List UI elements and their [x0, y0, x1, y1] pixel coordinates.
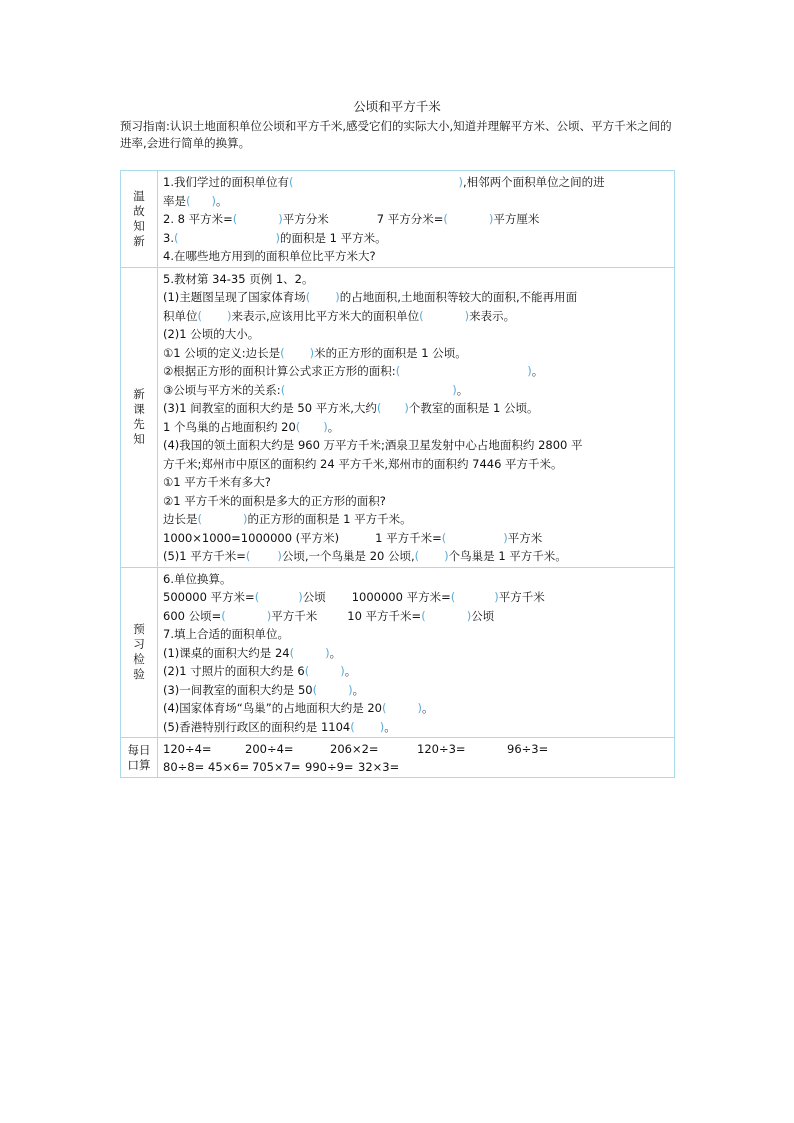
worksheet-table [120, 170, 675, 778]
section-review-content [158, 171, 675, 268]
q1-line2 [163, 192, 670, 211]
section-new-content [158, 267, 675, 567]
section-preview-check [121, 567, 675, 738]
p3-text3: 1 个鸟巢的占地面积约 20 [163, 419, 296, 434]
answer-blank[interactable] [290, 644, 330, 663]
math-problem: 45×6= [208, 760, 250, 774]
d3-text2: 的正方形的面积是 1 平方千米。 [247, 512, 412, 526]
f5-line [163, 718, 670, 737]
answer-blank[interactable] [198, 510, 248, 529]
f2-line [163, 662, 670, 681]
answer-blank[interactable] [419, 307, 469, 326]
u1-text: 500000 平方米= [163, 590, 255, 604]
math-problem: 990÷9= [305, 760, 354, 774]
c1-text2: 米的正方形的面积是 1 公顷。 [314, 345, 467, 360]
u1-unit2: 平方千米 [498, 590, 545, 604]
math-problem: 120÷3= [417, 742, 466, 756]
label-text: 每日 [127, 742, 151, 757]
c2-text2: 。 [531, 364, 544, 378]
c2-line [163, 362, 670, 381]
math-problem: 96÷3= [507, 742, 549, 756]
f5-text: (5)香港特别行政区的面积约是 1104 [163, 719, 351, 734]
preview-guide: 预习指南:认识土地面积单位公顷和平方千米,感受它们的实际大小,知道并理解平方米、公顷、平方千米之间的进率,会进行简单的换算。 [120, 119, 672, 150]
answer-blank[interactable] [377, 399, 409, 418]
q7-line: 7.填上合适的面积单位。 [163, 627, 289, 641]
f2-text: (2)1 寸照片的面积大约是 6 [163, 664, 305, 678]
section-check-content [158, 567, 675, 738]
q6-line: 6.单位换算。 [163, 571, 232, 586]
answer-blank[interactable] [442, 529, 508, 548]
answer-blank[interactable] [289, 173, 463, 192]
answer-blank[interactable] [421, 607, 471, 626]
answer-blank[interactable] [415, 547, 449, 566]
p3-text: (3)1 间教室的面积大约是 50 平方米,大约 [163, 401, 377, 415]
p2-line: (2)1 公顷的大小。 [163, 327, 260, 341]
u2-text2: 10 平方千米= [347, 608, 422, 623]
p1-text: (1)主题图呈现了国家体育场 [163, 290, 306, 304]
p1-line2 [163, 307, 670, 326]
answer-blank[interactable] [382, 699, 422, 718]
p1-text3: 积单位 [163, 308, 198, 323]
answer-blank[interactable] [296, 418, 328, 437]
answer-blank[interactable] [396, 362, 532, 381]
f4-text2: 。 [422, 701, 434, 715]
label-char: 知 [133, 432, 145, 446]
f3-text2: 。 [352, 682, 365, 697]
q1-text4: 。 [216, 193, 228, 208]
f1-line [163, 644, 670, 663]
p5-text3: 个鸟巢是 1 平方千米。 [448, 549, 567, 563]
q4-line: 4.在哪些地方用到的面积单位比平方米大? [163, 249, 376, 263]
q2-line [163, 210, 670, 229]
answer-blank[interactable] [443, 210, 493, 229]
f4-line [163, 699, 670, 718]
q3-text: 3. [163, 230, 174, 245]
label-char: 验 [133, 667, 145, 682]
u1-unit: 公顷 [302, 590, 326, 604]
label-char: 检 [133, 652, 145, 667]
answer-blank[interactable] [198, 307, 232, 326]
u1-text2: 1000000 平方米= [351, 590, 451, 604]
answer-blank[interactable] [174, 229, 280, 248]
q2-unit2: 平方厘米 [493, 212, 540, 226]
p3-line1 [163, 399, 670, 418]
answer-blank[interactable] [281, 381, 457, 400]
f5-text2: 。 [384, 719, 396, 734]
f2-text2: 。 [344, 664, 357, 678]
p4-line1: (4)我国的领土面积大约是 960 万平方千米;酒泉卫星发射中心占地面积约 2800 平 [163, 438, 583, 452]
answer-blank[interactable] [246, 547, 282, 566]
d1-line: ①1 平方千米有多大? [163, 475, 271, 489]
section-new-lesson [121, 267, 675, 567]
u2-unit: 平方千米 [271, 608, 318, 623]
label-text: 口算 [127, 757, 151, 772]
math-problem: 206×2= [330, 742, 379, 756]
q1-text: 1.我们学过的面积单位有 [163, 175, 289, 189]
math-problem: 200÷4= [245, 742, 294, 756]
d4-line [163, 529, 670, 548]
math-problem: 32×3= [358, 760, 400, 774]
section-daily-math [121, 738, 675, 778]
p3-line2 [163, 418, 670, 437]
label-char: 预 [133, 622, 145, 637]
section-review [121, 171, 675, 268]
p4-line2: 方千米;郑州市中原区的面积约 24 平方千米,郑州市的面积约 7446 平方千米。 [163, 456, 563, 471]
label-char: 知 [133, 218, 145, 233]
daily-math-content [158, 738, 675, 778]
answer-blank[interactable] [233, 210, 283, 229]
f1-text: (1)课桌的面积大约是 24 [163, 645, 290, 660]
label-char: 温 [133, 188, 145, 203]
section-label-review [121, 171, 158, 268]
math-problem: 705×7= [252, 760, 301, 774]
answer-blank[interactable] [255, 588, 303, 607]
math-problem: 80÷8= [163, 760, 205, 774]
daily-row-1 [163, 740, 670, 758]
d3-text: 边长是 [163, 512, 198, 526]
c3-text2: 。 [456, 382, 469, 397]
p1-text4: 来表示,应该用比平方米大的面积单位 [231, 308, 420, 323]
label-char: 习 [133, 637, 145, 652]
math-problem: 120÷4= [163, 742, 212, 756]
section-label-new [121, 267, 158, 567]
daily-row-2 [163, 758, 670, 776]
f3-text: (3)一间教室的面积大约是 50 [163, 682, 313, 697]
f4-text: (4)国家体育场“鸟巢”的占地面积大约是 20 [163, 701, 382, 715]
f3-line [163, 681, 670, 700]
answer-blank[interactable] [221, 607, 271, 626]
q3-text2: 的面积是 1 平方米。 [279, 230, 387, 245]
p3-text2: 个教室的面积是 1 公顷。 [408, 401, 539, 415]
u1-line [163, 588, 670, 607]
q2-text: 2. 8 平方米= [163, 212, 233, 226]
label-char: 课 [133, 402, 145, 416]
u2-text: 600 公顷= [163, 608, 222, 623]
answer-blank[interactable] [305, 662, 345, 681]
d4-text: 1000×1000=1000000 (平方米) [163, 530, 340, 545]
label-char: 先 [133, 417, 145, 431]
c1-text: ①1 公顷的定义:边长是 [163, 345, 281, 360]
p5-line [163, 547, 670, 566]
section-label-daily [121, 738, 158, 778]
d4-text2: 1 平方千米= [375, 530, 442, 545]
q5-line: 5.教材第 34-35 页例 1、2。 [163, 271, 314, 286]
answer-blank[interactable] [306, 288, 340, 307]
u2-line [163, 607, 670, 626]
q1-text3: 率是 [163, 193, 186, 208]
page-title: 公顷和平方千米 [353, 99, 441, 114]
c3-line [163, 381, 670, 400]
d3-line [163, 510, 670, 529]
p1-line1 [163, 288, 670, 307]
label-char: 新 [133, 233, 145, 248]
p5-text2: 公顷,一个鸟巢是 20 公顷, [281, 549, 415, 563]
q3-line [163, 229, 670, 248]
p1-text2: 的占地面积,土地面积等较大的面积,不能再用面 [339, 290, 578, 304]
answer-blank[interactable] [350, 718, 384, 737]
answer-blank[interactable] [313, 681, 353, 700]
p5-text: (5)1 平方千米= [163, 549, 246, 563]
q1-line1 [163, 173, 670, 192]
d4-unit: 平方米 [507, 530, 543, 545]
label-char: 故 [133, 203, 145, 218]
section-label-check [121, 567, 158, 738]
answer-blank[interactable] [451, 588, 499, 607]
answer-blank[interactable] [186, 192, 216, 211]
d2-line: ②1 平方千米的面积是多大的正方形的面积? [163, 493, 386, 508]
f1-text2: 。 [329, 645, 342, 660]
c2-text: ②根据正方形的面积计算公式求正方形的面积: [163, 364, 396, 378]
p3-text4: 。 [327, 419, 340, 434]
u2-unit2: 公顷 [471, 608, 495, 623]
c3-text: ③公顷与平方米的关系: [163, 382, 281, 397]
q2-unit: 平方分米 [282, 212, 329, 226]
label-char: 新 [133, 387, 145, 401]
answer-blank[interactable] [280, 344, 314, 363]
q1-text2: ,相邻两个面积单位之间的进 [462, 175, 605, 189]
q2-text2: 7 平方分米= [376, 212, 444, 226]
p1-text5: 来表示。 [469, 308, 516, 323]
c1-line [163, 344, 670, 363]
